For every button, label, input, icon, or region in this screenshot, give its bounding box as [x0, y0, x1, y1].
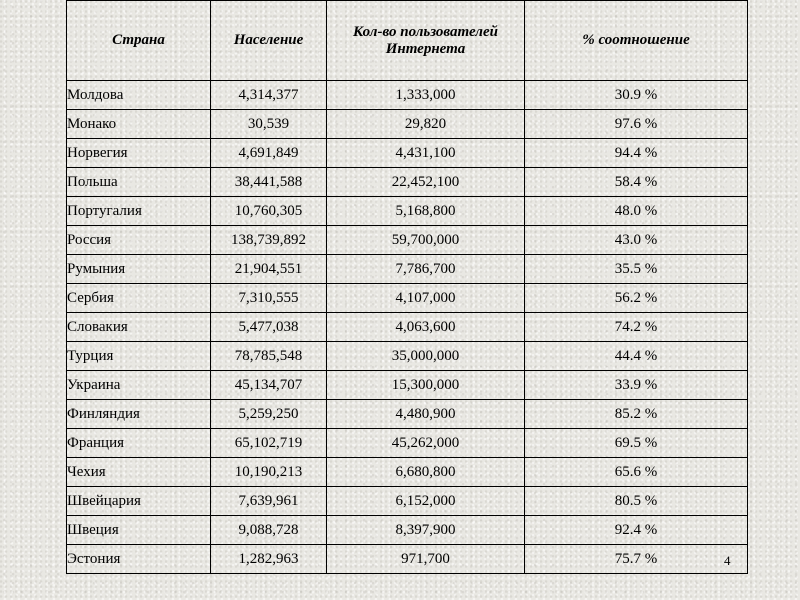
- table-row: [67, 255, 748, 284]
- table-row: [67, 429, 748, 458]
- population-cell: 30,539: [211, 110, 327, 139]
- percentage-cell: 56.2 %: [525, 284, 748, 313]
- country-cell: Сербия: [67, 284, 211, 313]
- population-cell: 5,477,038: [211, 313, 327, 342]
- country-cell: Молдова: [67, 81, 211, 110]
- table-row: [67, 400, 748, 429]
- table-row: [67, 313, 748, 342]
- internet-users-cell: 4,063,600: [327, 313, 525, 342]
- country-cell: Швейцария: [67, 487, 211, 516]
- table-row: [67, 458, 748, 487]
- country-cell: Португалия: [67, 197, 211, 226]
- percentage-cell: 69.5 %: [525, 429, 748, 458]
- population-cell: 10,190,213: [211, 458, 327, 487]
- table-row: [67, 342, 748, 371]
- percentage-cell: 33.9 %: [525, 371, 748, 400]
- page-number: 4: [724, 553, 731, 568]
- country-cell: Украина: [67, 371, 211, 400]
- country-cell: Швеция: [67, 516, 211, 545]
- country-cell: Польша: [67, 168, 211, 197]
- internet-users-cell: 15,300,000: [327, 371, 525, 400]
- table-row: [67, 110, 748, 139]
- internet-users-cell: 4,431,100: [327, 139, 525, 168]
- population-cell: 78,785,548: [211, 342, 327, 371]
- table-row: [67, 139, 748, 168]
- internet-users-cell: 8,397,900: [327, 516, 525, 545]
- internet-users-cell: 4,107,000: [327, 284, 525, 313]
- internet-users-cell: 45,262,000: [327, 429, 525, 458]
- country-cell: Словакия: [67, 313, 211, 342]
- percentage-cell: 65.6 %: [525, 458, 748, 487]
- percentage-cell: 44.4 %: [525, 342, 748, 371]
- internet-users-cell: 5,168,800: [327, 197, 525, 226]
- table-header-row: [67, 1, 748, 81]
- internet-users-cell: 29,820: [327, 110, 525, 139]
- population-cell: 1,282,963: [211, 545, 327, 574]
- internet-users-cell: 4,480,900: [327, 400, 525, 429]
- table-row: [67, 168, 748, 197]
- header-internet-users: Кол-во пользователей Интернета: [327, 1, 525, 81]
- percentage-cell: 74.2 %: [525, 313, 748, 342]
- population-cell: 7,639,961: [211, 487, 327, 516]
- header-population: Население: [211, 1, 327, 81]
- table-row: [67, 226, 748, 255]
- internet-users-cell: 7,786,700: [327, 255, 525, 284]
- header-percentage: % соотношение: [525, 1, 748, 81]
- header-country: Страна: [67, 1, 211, 81]
- internet-users-cell: 22,452,100: [327, 168, 525, 197]
- population-cell: 138,739,892: [211, 226, 327, 255]
- percentage-cell: 97.6 %: [525, 110, 748, 139]
- country-cell: Монако: [67, 110, 211, 139]
- country-cell: Турция: [67, 342, 211, 371]
- internet-users-cell: 6,680,800: [327, 458, 525, 487]
- table-row: [67, 371, 748, 400]
- internet-users-cell: 59,700,000: [327, 226, 525, 255]
- population-cell: 21,904,551: [211, 255, 327, 284]
- country-cell: Финляндия: [67, 400, 211, 429]
- percentage-cell: 80.5 %: [525, 487, 748, 516]
- population-cell: 5,259,250: [211, 400, 327, 429]
- table-body: [67, 81, 748, 574]
- percentage-cell: 75.7 %: [525, 545, 748, 574]
- internet-users-table: [66, 0, 748, 574]
- percentage-cell: 92.4 %: [525, 516, 748, 545]
- population-cell: 65,102,719: [211, 429, 327, 458]
- internet-users-cell: 971,700: [327, 545, 525, 574]
- percentage-cell: 35.5 %: [525, 255, 748, 284]
- table-row: [67, 487, 748, 516]
- population-cell: 4,314,377: [211, 81, 327, 110]
- table-row: [67, 81, 748, 110]
- percentage-cell: 94.4 %: [525, 139, 748, 168]
- internet-users-cell: 6,152,000: [327, 487, 525, 516]
- population-cell: 9,088,728: [211, 516, 327, 545]
- country-cell: Франция: [67, 429, 211, 458]
- internet-users-cell: 1,333,000: [327, 81, 525, 110]
- percentage-cell: 48.0 %: [525, 197, 748, 226]
- country-cell: Чехия: [67, 458, 211, 487]
- percentage-cell: 85.2 %: [525, 400, 748, 429]
- table-row: [67, 197, 748, 226]
- population-cell: 7,310,555: [211, 284, 327, 313]
- population-cell: 45,134,707: [211, 371, 327, 400]
- country-cell: Румыния: [67, 255, 211, 284]
- country-cell: Норвегия: [67, 139, 211, 168]
- country-cell: Эстония: [67, 545, 211, 574]
- population-cell: 10,760,305: [211, 197, 327, 226]
- percentage-cell: 30.9 %: [525, 81, 748, 110]
- percentage-cell: 43.0 %: [525, 226, 748, 255]
- population-cell: 4,691,849: [211, 139, 327, 168]
- internet-users-cell: 35,000,000: [327, 342, 525, 371]
- table-row: [67, 516, 748, 545]
- country-cell: Россия: [67, 226, 211, 255]
- table-row: [67, 545, 748, 574]
- table-row: [67, 284, 748, 313]
- percentage-cell: 58.4 %: [525, 168, 748, 197]
- population-cell: 38,441,588: [211, 168, 327, 197]
